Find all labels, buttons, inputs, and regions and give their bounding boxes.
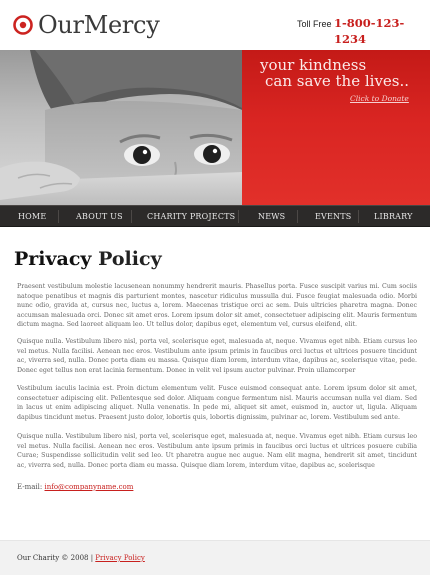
page-title (14, 248, 162, 270)
policy-paragraph-1: Praesent vestibulum molestie lacusenean nonummy hendrerit mauris. Phasellus porta. Fusce suscipit varius mi. Cum sociis natoque penatibus et magnis dis parturient montes, nascetur ridiculus mussulla dui. Fusce feugiat malesuada odio. Morbi nunc odio, gravida at, cursus nec, luctus a, lorem. Maecenas tristique orci ac sem. Duis ultricies pharetra magna. Donec accumsan malesuada orci. Donec sit amet eros. Lorem ipsum dolor sit amet, consectetuer adipiscing elit. Mauris fermentum dictum magna. Sed laoreet aliquam leo. Ut tellus dolor, dapibus eget, elementum vel, cursus eleifend, elit. (17, 283, 417, 329)
nav-library[interactable]: LIBRARY (374, 212, 413, 221)
hero-tagline (260, 57, 409, 89)
logo-ring-icon (13, 15, 33, 35)
nav-divider (297, 210, 298, 223)
site-header (0, 0, 430, 50)
toll-free-label: Toll Free (297, 19, 332, 29)
nav-divider (358, 210, 359, 223)
toll-free-number: 1-800-123-1234 (334, 16, 405, 46)
page-title-part-1: Privacy (14, 248, 92, 270)
donate-link[interactable]: Click to Donate (350, 94, 409, 103)
nav-divider (238, 210, 239, 223)
nav-events[interactable]: EVENTS (315, 212, 352, 221)
email-link[interactable]: info@companyname.com (44, 483, 134, 491)
policy-paragraph-2: Quisque nulla. Vestibulum libero nisl, porta vel, scelerisque eget, malesuada at, neque. Vivamus eget nibh. Etiam cursus leo vel metus. Nulla facilisi. Aenean nec eros. Vestibulum ante ipsum primis in faucibus orci luctus et ultrices posuere tincidunt ac, viverra sed, nulla. Donec porta diam eu massa. Quisque diam lorem, interdum vitae, dapibus ac, scelerisque vitae, pede. Donec eget tellus non erat lacinia fermentum. Donec in velit vel ipsum auctor pulvinar. Proin ullamcorper (17, 338, 417, 374)
email-label: E-mail: (17, 483, 43, 491)
contact-email-line (17, 482, 133, 492)
main-nav (0, 205, 430, 227)
footer-copyright: Our Charity © 2008 | (17, 554, 94, 562)
page-title-part-2: Policy (98, 248, 162, 270)
hero-child-photo (0, 50, 242, 205)
site-footer (0, 540, 430, 575)
nav-divider (58, 210, 59, 223)
nav-charity-projects[interactable]: CHARITY PROJECTS (147, 212, 236, 221)
nav-home[interactable]: HOME (18, 212, 47, 221)
tagline-line-2: can save the lives.. (265, 72, 410, 90)
nav-news[interactable]: NEWS (258, 212, 286, 221)
footer-text (17, 553, 145, 563)
tagline-line-1: your kindness (260, 56, 367, 74)
footer-privacy-link[interactable]: Privacy Policy (95, 554, 145, 562)
nav-about-us[interactable]: ABOUT US (76, 212, 123, 221)
nav-divider (131, 210, 132, 223)
policy-paragraph-4: Quisque nulla. Vestibulum libero nisl, porta vel, scelerisque eget, malesuada at, neque. Vivamus eget nibh. Etiam cursus leo vel metus. Nulla facilisi. Aenean nec eros. Vestibulum ante ipsum primis in faucibus orci luctus et ultrices posuere cubilia Curae; Suspendisse sollicitudin velit sed leo. Ut pharetra augue nec augue. Nam elit magna, hendrerit sit amet, tincidunt ac, viverra sed, nulla. Donec porta diam eu massa. Quisque diam lorem, interdum vitae, dapibus ac, scelerisque (17, 433, 417, 469)
brand-logo[interactable]: OurMercy (38, 11, 160, 39)
child-peeking-illustration (0, 50, 242, 205)
policy-paragraph-3: Vestibulum iaculis lacinia est. Proin dictum elementum velit. Fusce euismod consequat ante. Lorem ipsum dolor sit amet, consectetuer adipiscing elit. Pellentesque sed dolor. Aliquam congue fermentum nisl. Mauris accumsan nulla vel diam. Sed in lacus ut enim adipiscing aliquet. Nulla venenatis. In pede mi, aliquet sit amet, euismod in, auctor ut, ligula. Aliquam dapibus tincidunt metus. Praesent justo dolor, lobortis quis, lobortis dignissim, pulvinar ac, lorem. Vestibulum sed ante. (17, 385, 417, 421)
